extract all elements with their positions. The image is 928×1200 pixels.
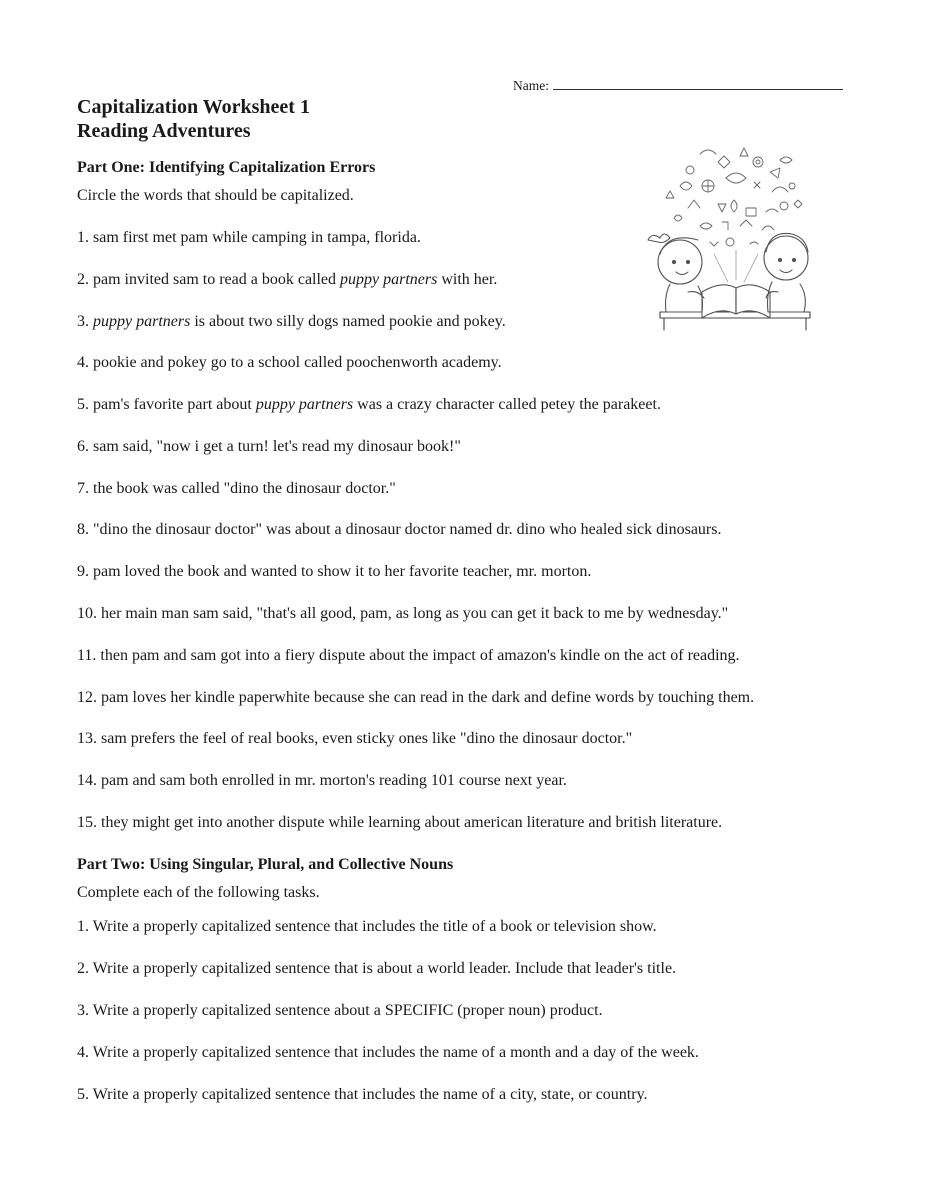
book-title: puppy partners: [255, 396, 354, 413]
list-item: 7. the book was called "dino the dinosaur doctor.": [77, 480, 396, 497]
children-reading-illustration: [630, 142, 814, 332]
list-item: 9. pam loved the book and wanted to show it to her favorite teacher, mr. morton.: [77, 563, 592, 580]
list-item: 4. pookie and pokey go to a school called poochenworth academy.: [77, 354, 502, 371]
list-item: 1. Write a properly capitalized sentence that includes the title of a book or television show.: [77, 918, 657, 935]
part-one-instruction: Circle the words that should be capitalized.: [77, 187, 354, 204]
imagination-doodles-icon: [666, 148, 802, 246]
name-field: [513, 78, 843, 94]
list-item: 1. sam first met pam while camping in tampa, florida.: [77, 229, 421, 246]
list-item: 4. Write a properly capitalized sentence that includes the name of a month and a day of the week.: [77, 1044, 699, 1061]
name-blank-line[interactable]: [553, 79, 843, 90]
list-item: 3. puppy partners is about two silly dogs named pookie and pokey.: [77, 313, 506, 330]
part-two-instruction: Complete each of the following tasks.: [77, 884, 320, 901]
list-item: 3. Write a properly capitalized sentence about a SPECIFIC (proper noun) product.: [77, 1002, 603, 1019]
part-one-heading: Part One: Identifying Capitalization Errors: [77, 159, 376, 176]
list-item: 12. pam loves her kindle paperwhite because she can read in the dark and define words by touching them.: [77, 689, 755, 706]
list-item: 8. "dino the dinosaur doctor" was about a dinosaur doctor named dr. dino who healed sick dinosaurs.: [77, 521, 722, 538]
part-two-heading: Part Two: Using Singular, Plural, and Collective Nouns: [77, 856, 454, 873]
book-title: puppy partners: [340, 271, 438, 288]
name-label: Name:: [513, 78, 549, 93]
list-item: 6. sam said, "now i get a turn! let's read my dinosaur book!": [77, 438, 461, 455]
worksheet-subtitle: Reading Adventures: [77, 120, 251, 142]
list-item: 15. they might get into another dispute while learning about american literature and british literature.: [77, 814, 723, 831]
worksheet-title: Capitalization Worksheet 1: [77, 96, 310, 118]
list-item: 11. then pam and sam got into a fiery dispute about the impact of amazon's kindle on the act of reading.: [77, 647, 740, 664]
list-item: 13. sam prefers the feel of real books, even sticky ones like "dino the dinosaur doctor.": [77, 730, 633, 747]
list-item: 2. pam invited sam to read a book called puppy partners with her.: [77, 271, 498, 288]
list-item: 14. pam and sam both enrolled in mr. morton's reading 101 course next year.: [77, 772, 567, 789]
list-item: 5. Write a properly capitalized sentence that includes the name of a city, state, or country.: [77, 1086, 648, 1103]
book-title: puppy partners: [93, 313, 191, 330]
list-item: 5. pam's favorite part about puppy partners was a crazy character called petey the parakeet.: [77, 396, 661, 413]
list-item: 10. her main man sam said, "that's all good, pam, as long as you can get it back to me by wednesday.": [77, 605, 729, 622]
list-item: 2. Write a properly capitalized sentence that is about a world leader. Include that leader's title.: [77, 960, 677, 977]
